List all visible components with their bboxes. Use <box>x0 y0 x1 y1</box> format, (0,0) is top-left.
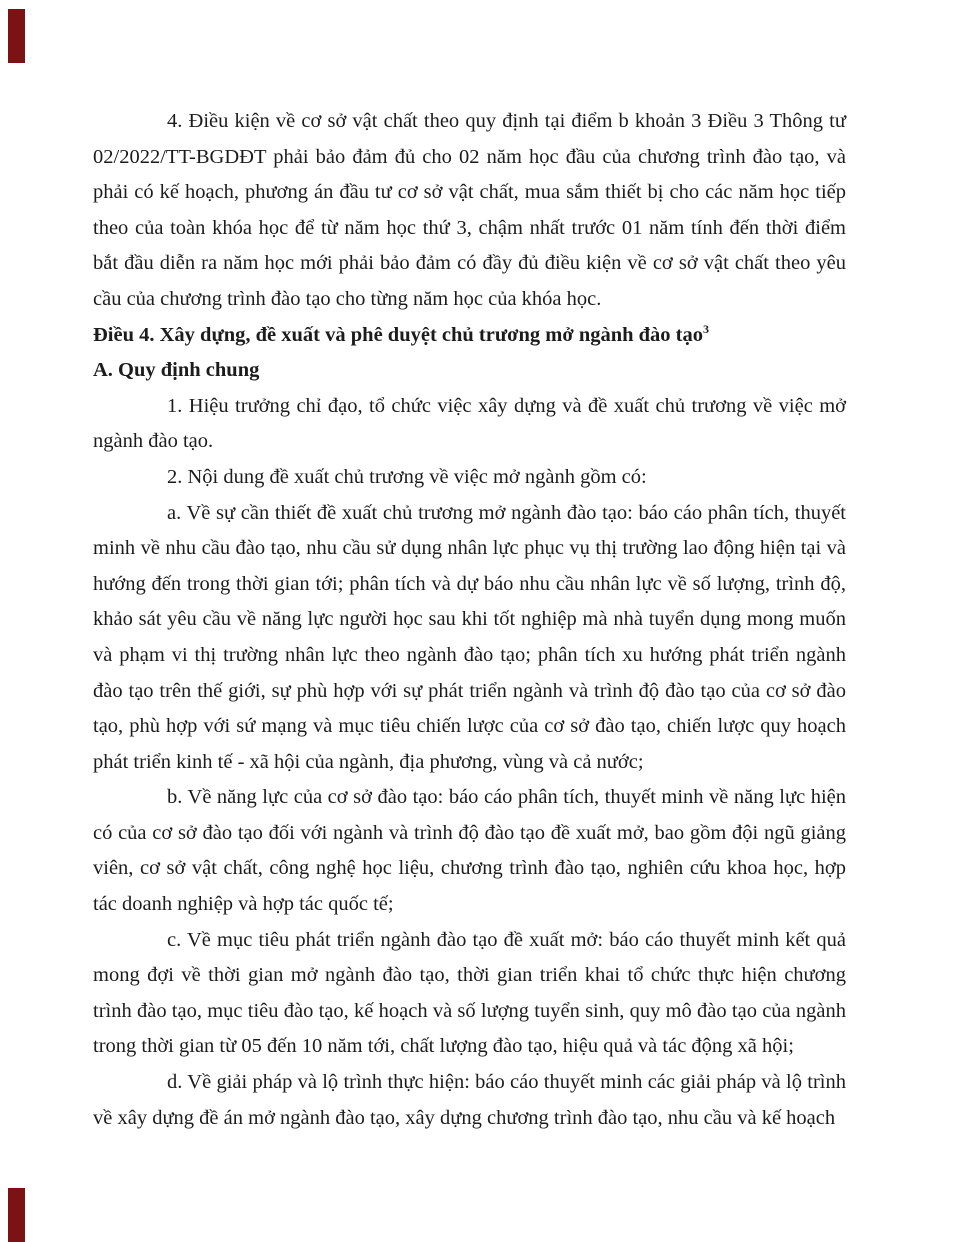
paragraph-point-b: b. Về năng lực của cơ sở đào tạo: báo cáo phân tích, thuyết minh về năng lực hiện có của cơ sở đào tạo đối với ngành và trình độ đào tạo đề xuất mở, bao gồm đội ngũ giảng viên, cơ sở vật chất, công nghệ học liệu, chương trình đào tạo, nghiên cứu khoa học, hợp tác doanh nghiệp và hợp tác quốc tế; <box>93 786 846 916</box>
article-4-heading-text: Điều 4. Xây dựng, đề xuất và phê duyệt chủ trương mở ngành đào tạo <box>93 323 704 346</box>
paragraph-clause-2: 2. Nội dung đề xuất chủ trương về việc mở ngành gồm có: <box>167 465 647 488</box>
document-body <box>93 104 846 1136</box>
paragraph-point-a: a. Về sự cần thiết đề xuất chủ trương mở ngành đào tạo: báo cáo phân tích, thuyết minh về nhu cầu đào tạo, nhu cầu sử dụng nhân lực phục vụ thị trường lao động hiện tại và hướng đến trong thời gian tới; phân tích và dự báo nhu cầu nhân lực về số lượng, trình độ, khảo sát yêu cầu về năng lực người học sau khi tốt nghiệp mà nhà tuyển dụng mong muốn và phạm vi thị trường nhân lực theo ngành đào tạo; phân tích xu hướng phát triển ngành đào tạo trên thế giới, sự phù hợp với sự phát triển ngành và trình độ đào tạo của cơ sở đào tạo, phù hợp với sứ mạng và mục tiêu chiến lược của cơ sở đào tạo, chiến lược quy hoạch phát triển kinh tế - xã hội của ngành, địa phương, vùng và cả nước; <box>93 501 846 773</box>
footnote-marker-3: 3 <box>703 321 710 336</box>
paragraph-point-c: c. Về mục tiêu phát triển ngành đào tạo đề xuất mở: báo cáo thuyết minh kết quả mong đợi về thời gian mở ngành đào tạo, thời gian triển khai tổ chức thực hiện chương trình đào tạo, mục tiêu đào tạo, kế hoạch và số lượng tuyển sinh, quy mô đào tạo của ngành trong thời gian từ 05 đến 10 năm tới, chất lượng đào tạo, hiệu quả và tác động xã hội; <box>93 928 846 1058</box>
paragraph-clause-1: 1. Hiệu trưởng chỉ đạo, tổ chức việc xây dựng và đề xuất chủ trương về việc mở ngành đào tạo. <box>93 394 846 453</box>
article-4-heading <box>93 318 846 354</box>
scan-edge-mark-bottom <box>8 1188 25 1242</box>
paragraph-point-d: d. Về giải pháp và lộ trình thực hiện: báo cáo thuyết minh các giải pháp và lộ trình về xây dựng đề án mở ngành đào tạo, xây dựng chương trình đào tạo, nhu cầu và kế hoạch <box>93 1071 846 1129</box>
scan-edge-mark-top <box>8 9 25 63</box>
section-a-heading: A. Quy định chung <box>93 359 260 382</box>
paragraph-clause-4: 4. Điều kiện về cơ sở vật chất theo quy định tại điểm b khoản 3 Điều 3 Thông tư 02/2022/TT-BGDĐT phải bảo đảm đủ cho 02 năm học đầu của chương trình đào tạo, và phải có kế hoạch, phương án đầu tư cơ sở vật chất, mua sắm thiết bị cho các năm học tiếp theo của toàn khóa học để từ năm học thứ 3, chậm nhất trước 01 năm tính đến thời điểm bắt đầu diễn ra năm học mới phải bảo đảm có đầy đủ điều kiện về cơ sở vật chất theo yêu cầu của chương trình đào tạo cho từng năm học của khóa học. <box>93 110 846 310</box>
